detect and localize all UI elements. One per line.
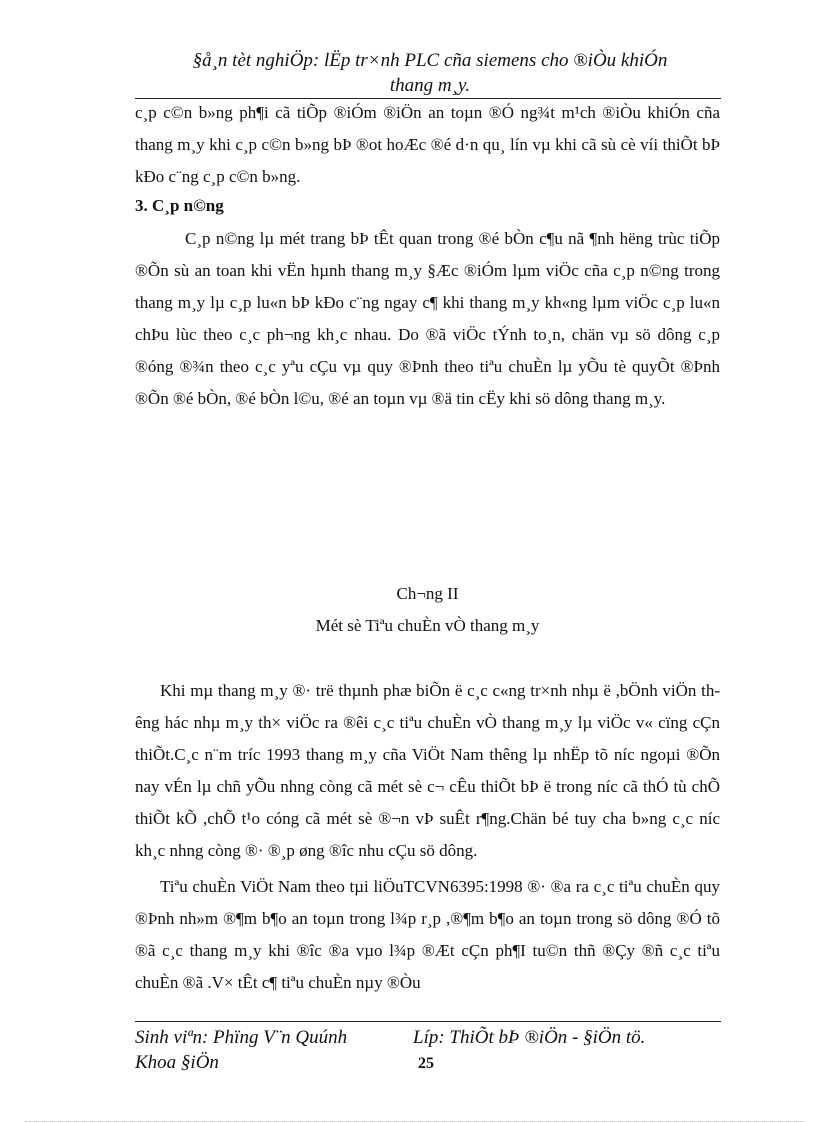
paragraph-continued: c¸p c©n b»ng ph¶i cã tiÕp ®iÓm ®iÖn an toµn ®Ó ng¾t m¹ch ®iÒu khiÓn cña thang m¸y khi c¸p c©n b»ng bÞ ®ot hoÆc ®é d·n qu¸ lín vµ khi cã sù cè víi thiÕt bÞ kÐo c¨ng c¸p c©n b»ng. xyxy=(135,103,720,186)
paragraph-tcvn: Tiªu chuÈn ViÖt Nam theo tµi liÖuTCVN6395:1998 ®· ®a ra c¸c tiªu chuÈn quy ®Þnh nh»m ®¶m b¶o an toµn trong l¾p r¸p ,®¶m b¶o an toµn trong sö dông ®Ó tõ ®ã c¸c thang m¸y khi ®îc ®a vµo l¾p ®Æt cÇn ph¶I tu©n thñ ®Çy ®ñ c¸c tiªu chuÈn ®ã .V× tÊt c¶ tiªu chuÈn nµy ®Òu xyxy=(135,877,720,992)
page-header-title xyxy=(135,48,725,98)
body-top xyxy=(135,97,720,415)
header-title-line1: §å¸n tèt nghiÖp: lËp tr×nh PLC cña siemens cho ®iÒu khiÓn xyxy=(192,50,668,71)
chapter-number: Ch¬ng II xyxy=(396,584,459,603)
section-heading: 3. C¸p n©ng xyxy=(135,196,224,215)
paragraph-intro: Khi mµ thang m¸y ®· trë thµnh phæ biÕn ë c¸c c«ng tr×nh nhµ ë ,bÖnh viÖn thêng hác nhµ m¸y th× viÖc ra ®êi c¸c tiªu chuÈn vÒ thang m¸y lµ viÖc v« cïng cÇn thiÕt.C¸c n¨m tríc 1993 thang m¸y cña ViÖt Nam thêng lµ nhËp tõ níc ngoµi ®Õn nay vÉn lµ chñ yÕu nhng còng cã mét sè c¬ cÊu thiÕt bÞ ë trong níc cã thÓ tù chÕ thiÕt kÕ ,chÕ t¹o cóng cã mét sè ®¬n vÞ suÊt r¶ng.Chän bé tuy cha b»ng c¸c níc kh¸c nhng còng ®· ®¸p øng ®îc nhu cÇu sö dông. xyxy=(135,681,720,860)
footer-student: Sinh viªn: Phïng V¨n Quúnh xyxy=(135,1027,348,1048)
body-bottom xyxy=(135,675,720,999)
page-number: 25 xyxy=(418,1055,434,1072)
chapter-title: Mét sè Tiªu chuÈn vÒ thang m¸y xyxy=(315,616,540,635)
footer-faculty: Khoa §iÖn xyxy=(135,1052,219,1073)
header-title-line2: thang m¸y. xyxy=(389,75,471,96)
bottom-dotted-line xyxy=(25,1121,805,1122)
footer-rule xyxy=(135,1021,721,1022)
footer-class: Líp: ThiÕt bÞ ®iÖn - §iÖn tö. xyxy=(413,1027,646,1048)
paragraph-cap-nang: C¸p n©ng lµ mét trang bÞ tÊt quan trong ®é bÒn c¶u nã ¶nh hëng trùc tiÕp ®Õn sù an toan khi vËn hµnh thang m¸y §Æc ®iÓm lµm viÖc cña c¸p n©ng trong thang m¸y lµ c¸p lu«n bÞ kÐo c¨ng ngay c¶ khi thang m¸y kh«ng lµm viÖc c¸p lu«n chÞu lùc theo c¸c ph¬ng kh¸c nhau. Do ®ã viÖc tÝnh to¸n, chän vµ sö dông c¸p ®óng ®¾n theo c¸c yªu cÇu vµ quy ®Þnh theo tiªu chuÈn lµ yÕu tè quyÕt ®Þnh ®Õn ®é bÒn, ®é bÒn l©u, ®é an toµn vµ ®ä tin cËy khi sö dông thang m¸y. xyxy=(135,229,720,408)
